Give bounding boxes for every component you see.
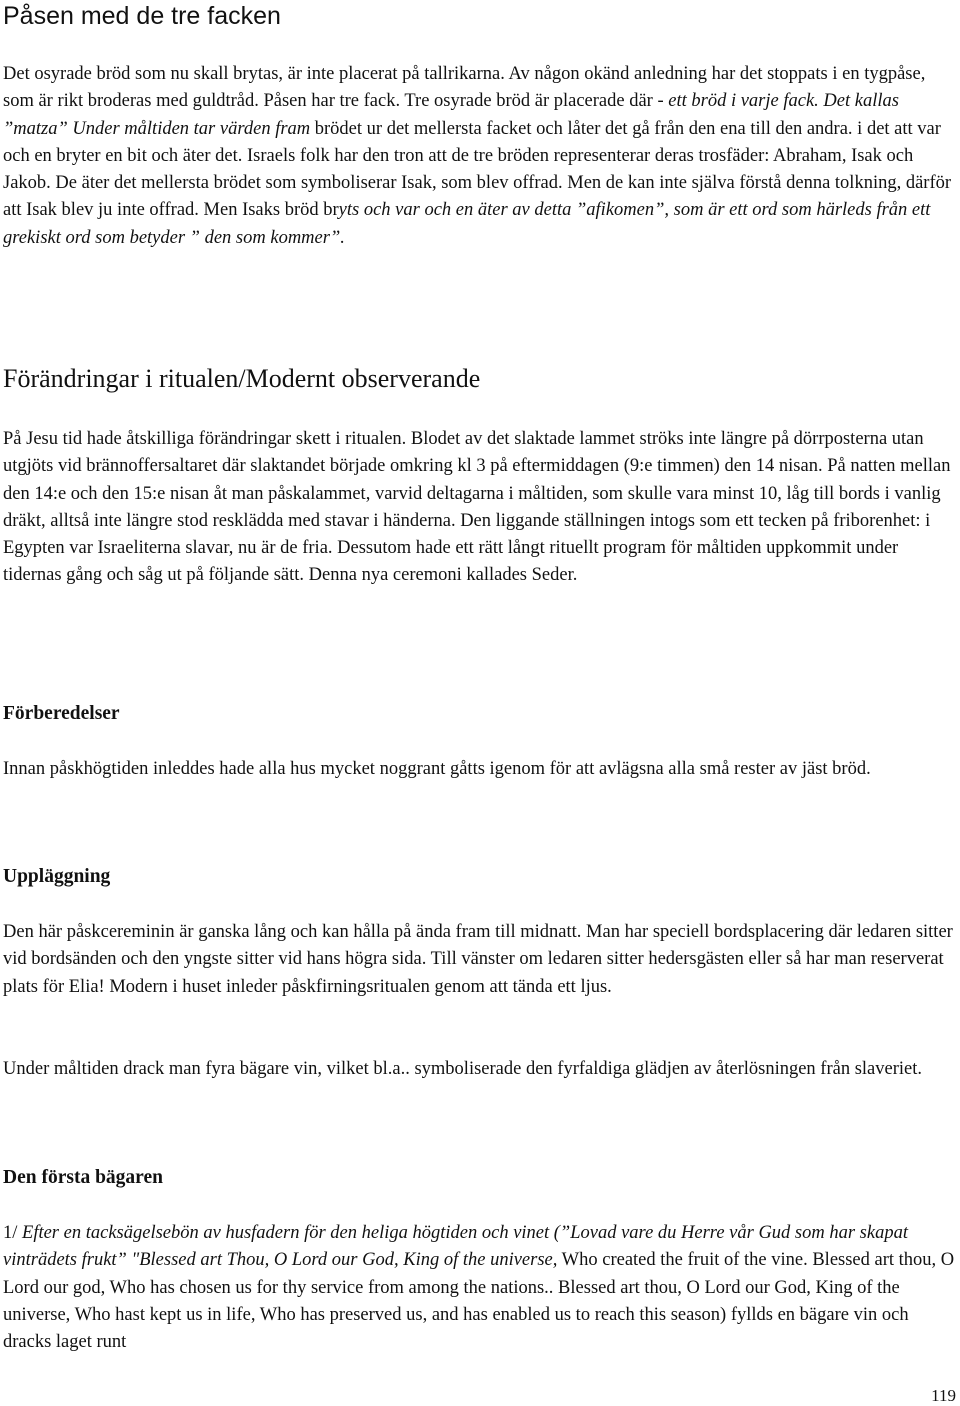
paragraph-forsta-rest: Who created the fruit of the vine. Blessed art thou, O Lord our god, Who has chosen us for thy service from among the nations.. Blessed art thou, O Lord our God, King of the universe, Who hast kept us in life, Who has preserved us, and has enabled us to reach this season) fyllds en bägare vin och dracks laget runt bbox=[3, 1250, 955, 1353]
paragraph-upplaggning: Den här påskcereminin är ganska lång och kan hålla på ända fram till midnatt. Man har speciell bordsplacering där ledaren sitter vid bordsänden och den yngste sitter vid hans högra sida. Till vänster om ledaren sitter hedersgästen eller så har man reserverat plats för Elia! Modern i huset inleder påskfirningsritualen genom att tända ett ljus. bbox=[3, 922, 953, 997]
paragraph-pasen-italic-1: ett bröd i varje fack. Det kallas ”matza” Under måltiden tar värden fram bbox=[3, 91, 899, 139]
paragraph-forsta-italic: Efter en tacksägelsebön av husfadern för den heliga högtiden och vinet (”Lovad vare du Herre vår Gud som har skapat vinträdets frukt” "Blessed art Thou, O Lord our God, King of the universe, bbox=[3, 1223, 908, 1271]
paragraph-fyra-bagare: Under måltiden drack man fyra bägare vin, vilket bl.a.. symboliserade den fyrfaldiga glädjen av återlösningen från slaveriet. bbox=[3, 1059, 923, 1079]
heading-upplaggning: Uppläggning bbox=[3, 866, 111, 887]
paragraph-forsta-bagaren bbox=[3, 1220, 955, 1356]
paragraph-pasen-part-2: brödet ur det mellersta facket och låter det gå från den ena till den andra. i det att var och en bryter en bit och äter det. Israels folk har den tron att de tre bröden representerar deras trosfäder: Abraham, Isak och Jakob. De äter det mellersta brödet som symboliserar Isak, som blev offrad. Men de kan inte själva förstå denna tolkning, därför att Isak blev ju inte offrad. Men Isaks bröd br bbox=[3, 118, 952, 221]
heading-forandringar: Förändringar i ritualen/Modernt observerande bbox=[3, 364, 481, 393]
paragraph-forberedelser: Innan påskhögtiden inleddes hade alla hus mycket noggrant gåtts igenom för att avlägsna alla små rester av jäst bröd. bbox=[3, 759, 871, 779]
heading-forberedelser: Förberedelser bbox=[3, 703, 120, 724]
heading-forsta-bagaren: Den första bägaren bbox=[3, 1167, 163, 1188]
paragraph-pasen-part-1: Det osyrade bröd som nu skall brytas, är inte placerat på tallrikarna. Av någon okänd anledning har det stoppats i en tygpåse, som är rikt broderas med guldtråd. Påsen har tre fack. Tre osyrade bröd är placerade där - bbox=[3, 64, 926, 112]
paragraph-pasen-italic-2: yts och var och en äter av detta ”afikomen”, som är ett ord som härleds från ett grekiskt ord som betyder ” den som kommer”. bbox=[3, 200, 931, 248]
paragraph-forandringar: På Jesu tid hade åtskilliga förändringar skett i ritualen. Blodet av det slaktade lammet ströks inte längre på dörrposterna utan utgjöts vid brännoffersaltaret där slaktandet började omkring kl 3 på eftermiddagen (9:e timmen) den 14 nisan. På natten mellan den 14:e och den 15:e nisan åt man påskalammet, varvid deltagarna i måltiden, som skulle vara minst 10, låg till bords i vanlig dräkt, alltså inte längre stod resklädda med stavar i händerna. Den liggande ställningen intogs som ett tecken på friborenhet: i Egypten var Israeliterna slavar, nu är de fria. Dessutom hade ett rätt långt rituellt program för måltiden uppkommit under tidernas gång och såg ut på följande sätt. Denna nya ceremoni kallades Seder. bbox=[3, 429, 951, 586]
page-number: 119 bbox=[931, 1386, 956, 1405]
page-title: Påsen med de tre facken bbox=[3, 2, 281, 30]
paragraph-forsta-number: 1/ bbox=[3, 1223, 23, 1243]
paragraph-pasen bbox=[3, 61, 955, 252]
